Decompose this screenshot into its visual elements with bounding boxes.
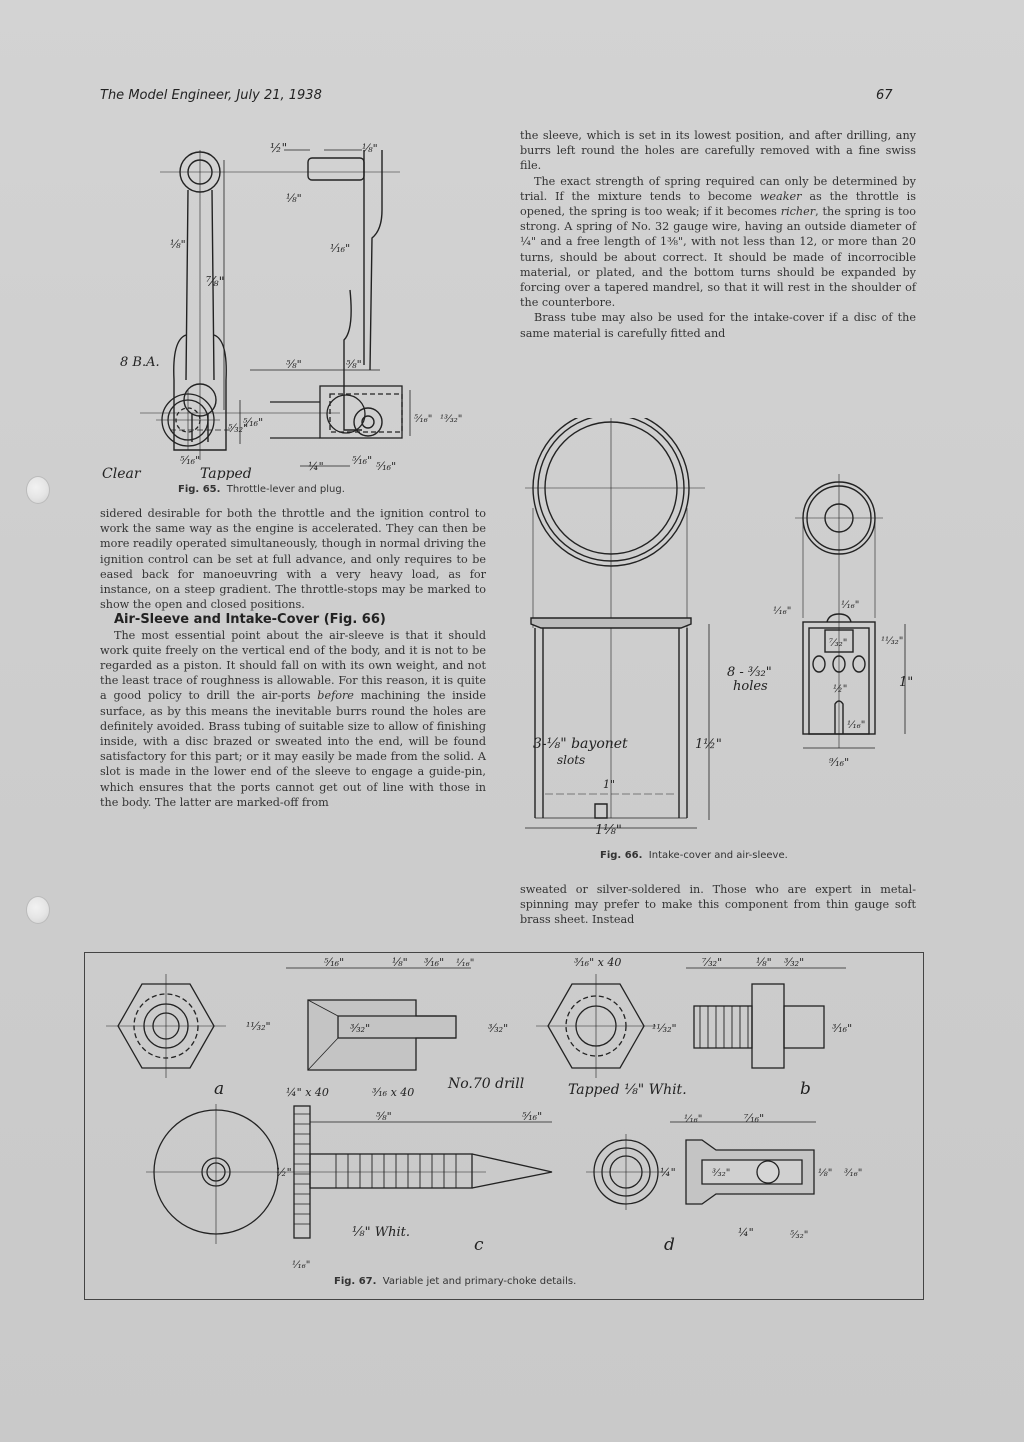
issue-date: July 21, 1938 xyxy=(232,88,322,103)
fig66-caption xyxy=(600,850,788,861)
fig66-caption-text: Intake-cover and air-sleeve. xyxy=(648,850,788,861)
c-label-whit: ⅛" Whit. xyxy=(352,1225,410,1240)
dim-eighth-pin: ⅛" xyxy=(286,192,302,205)
label-d: d xyxy=(664,1235,675,1255)
fig67-drawing xyxy=(86,954,920,1276)
c-dim-1-16: ¹⁄₁₆" xyxy=(292,1260,311,1271)
dim-five-16-right: ⁵⁄₁₆" xyxy=(352,454,373,467)
fig66-caption-number: Fig. 66. xyxy=(600,850,643,861)
fig66-drawing xyxy=(515,418,915,836)
right-paragraph-4: sweated or silver-soldered in. Those who are expert in metal-spinning may prefer to make this component from thin gauge soft brass sheet. Instead xyxy=(520,883,916,927)
fig67-caption-number: Fig. 67. xyxy=(334,1276,377,1287)
left-p2-emphasis: before xyxy=(317,689,354,703)
right-p2-emphasis-weaker: weaker xyxy=(759,189,802,203)
b-label-thread: ³⁄₁₆" x 40 xyxy=(574,956,622,969)
fig65-caption-text: Throttle-lever and plug. xyxy=(226,484,345,495)
dim-9-16: ⁹⁄₁₆" xyxy=(829,756,850,769)
dim-five-32: ⁵⁄₃₂" xyxy=(228,422,249,435)
b-dim-7-32: ⁷⁄₃₂" xyxy=(702,956,723,969)
dim-eighth-top: ⅛" xyxy=(362,142,378,155)
left-p2-part-b: machining the inside surface, as by this means the inevitable burrs round the holes are definitely avoided. Brass tubing of suitable size to allow of finishing inside, with a disc brazed or sweated into the end, will be found satisfactory for this part; or it may easily be made from the solid. A slot is made in the lower end of the sleeve to engage a guide-pin, which ensures that the ports cannot get out of line with those in the body. The latter are marked-off from xyxy=(100,689,486,809)
b-dim-3-16: ³⁄₁₆" xyxy=(832,1022,853,1035)
d-dim-1-8: ⅛" xyxy=(818,1168,833,1179)
label-holes: holes xyxy=(733,679,768,694)
d-dim-7-16: ⁷⁄₁₆" xyxy=(744,1112,765,1125)
a-dim-3-16: ³⁄₁₆" xyxy=(424,956,445,969)
a-dim-11-32: ¹¹⁄₃₂" xyxy=(246,1020,271,1033)
dim-1-16-a: ¹⁄₁₆" xyxy=(773,606,792,617)
label-c: c xyxy=(474,1235,484,1255)
journal-prefix: The xyxy=(100,88,129,103)
left-paragraph-1: sidered desirable for both the throttle and the ignition control to work the same way as the engine is accelerated. They can then be more readily operated simultaneously, though in normal driving the ignition control can be set at full advance, and only requires to be eased back for manoeuvring with a very heavy load, as for instance, on a steep gradient. The throttle-stops may be marked to show the open and closed positions. xyxy=(100,507,486,612)
label-8ba: 8 B.A. xyxy=(120,355,160,370)
dim-11-32: ¹¹⁄₃₂" xyxy=(881,636,904,647)
right-paragraph-1: the sleeve, which is set in its lowest position, and after drilling, any burrs left round the holes are carefully removed with a fine swiss file. xyxy=(520,129,916,173)
b-label-tapped: Tapped ⅛" Whit. xyxy=(568,1082,687,1098)
label-b: b xyxy=(800,1079,811,1099)
right-paragraph-2 xyxy=(520,174,916,311)
right-column-bottom xyxy=(520,882,916,928)
dim-half-inch: ½" xyxy=(833,684,848,695)
d-dim-1-4: ¼" xyxy=(660,1166,676,1179)
plug-dim-5-16-side: ⁵⁄₁₆" xyxy=(414,414,433,425)
label-tapped: Tapped xyxy=(200,466,252,480)
fig67-caption xyxy=(334,1276,576,1287)
dim-1-16-slot: ¹⁄₁₆" xyxy=(847,720,866,731)
label-clear: Clear xyxy=(102,466,141,480)
left-paragraph-2 xyxy=(100,628,486,810)
dim-five-16-left: ⁵⁄₁₆" xyxy=(180,454,201,467)
a-dim-1-8: ⅛" xyxy=(392,956,408,969)
label-bayonet: 3-⅛" bayonet xyxy=(533,736,628,752)
dim-one-sixteenth: ¹⁄₁₆" xyxy=(330,242,351,255)
fig65-caption-number: Fig. 65. xyxy=(178,484,221,495)
b-dim-3-32: ³⁄₃₂" xyxy=(784,956,805,969)
a-label-thread-1-4: ¼" x 40 xyxy=(286,1086,329,1099)
a-dim-5-16: ⁵⁄₁₆" xyxy=(324,956,345,969)
d-dim-3-16: ³⁄₁₆" xyxy=(844,1168,863,1179)
right-p2-part-b: as the throttle is opened, the spring is too weak; if it becomes xyxy=(520,189,916,219)
plug-dim-13-32: ¹³⁄₃₂" xyxy=(440,414,463,425)
running-header xyxy=(100,88,322,103)
d-dim-3-32: ³⁄₃₂" xyxy=(712,1168,731,1179)
c-dim-5-16: ⁵⁄₁₆" xyxy=(522,1110,543,1123)
d-dim-5-32: ⁵⁄₃₂" xyxy=(790,1230,809,1241)
a-dim-1-16: ¹⁄₁₆" xyxy=(456,958,475,969)
right-p2-part-a: The exact strength of spring required can only be determined by trial. If the mixture tends to become xyxy=(520,174,916,203)
label-slots: slots xyxy=(557,753,586,767)
page-number: 67 xyxy=(876,88,893,103)
right-paragraph-3: Brass tube may also be used for the intake-cover if a disc of the same material is carefully fitted and xyxy=(520,311,916,340)
section-heading: Air-Sleeve and Intake-Cover (Fig. 66) xyxy=(114,612,386,628)
dim-one-inch: 1" xyxy=(899,675,914,690)
journal-name: Model Engineer, xyxy=(128,88,233,103)
fig67-caption-text: Variable jet and primary-choke details. xyxy=(382,1276,577,1287)
dim-one-half: 1½" xyxy=(695,737,722,752)
c-dim-5-8: ⅝" xyxy=(376,1110,392,1123)
right-p2-emphasis-richer: richer xyxy=(780,205,816,219)
dim-half: ½" xyxy=(270,141,288,155)
dim-eighth-arm: ⅛" xyxy=(170,238,186,251)
fig65-caption xyxy=(178,484,345,495)
b-dim-1-8: ⅛" xyxy=(756,956,772,969)
label-holes-count: 8 - ³⁄₃₂" xyxy=(727,665,772,680)
dim-1-16-b: ¹⁄₁₆" xyxy=(841,600,860,611)
d-dim-1-16: ¹⁄₁₆" xyxy=(684,1114,703,1125)
left-column xyxy=(100,506,486,810)
plug-dim-1-4: ¼" xyxy=(308,460,324,473)
b-dim-11-32: ¹¹⁄₃₂" xyxy=(652,1022,677,1035)
fig65-plug-drawing xyxy=(100,352,480,477)
left-p2-part-a: The most essential point about the air-sleeve is that it should work quite freely on the vertical end of the body, and it is not to be regarded as a piston. It should fall on with its own weight, and not the least trace of roughness is allowable. For this reason, it is quite a good policy to drill the air-ports xyxy=(100,628,486,703)
c-dim-1-2: ½" xyxy=(276,1166,292,1179)
binder-hole-top xyxy=(26,476,50,504)
label-a: a xyxy=(214,1079,225,1099)
binder-hole-bottom xyxy=(26,896,50,924)
dim-seven-eighths: ⅞" xyxy=(206,275,225,290)
plug-dim-5-8-a: ⅝" xyxy=(286,358,302,371)
plug-dim-5-8-b: ⅝" xyxy=(346,358,362,371)
a-label-no70-drill: No.70 drill xyxy=(448,1076,525,1092)
dim-one-inch-inner: 1" xyxy=(603,778,616,791)
right-p2-part-c: , the spring is too strong. A spring of No. 32 gauge wire, having an outside diameter of ¼" and a free length of 1⅜", with not less than 12, or more than 20 turns, should be about correct. It should be made of incorrocible material, or plated, and the bottom turns should be expanded by forcing over a tapered mandrel, so that it will rest in the shoulder of the counterbore. xyxy=(520,205,916,310)
dim-7-32: ⁷⁄₃₂" xyxy=(829,638,848,649)
right-column-top xyxy=(520,128,916,341)
a-dim-3-32-out: ³⁄₃₂" xyxy=(488,1022,509,1035)
a-label-thread-3-16: ³⁄₁₆ x 40 xyxy=(372,1086,415,1099)
plug-dim-5-16-hole: ⁵⁄₁₆" xyxy=(376,460,397,473)
dim-one-eighth: 1⅛" xyxy=(595,823,622,836)
a-dim-3-32-in: ³⁄₃₂" xyxy=(350,1022,371,1035)
d-dim-1-4-b: ¼" xyxy=(738,1226,754,1239)
plug-dim-5-16-dia: ⁵⁄₁₆" xyxy=(243,416,264,429)
